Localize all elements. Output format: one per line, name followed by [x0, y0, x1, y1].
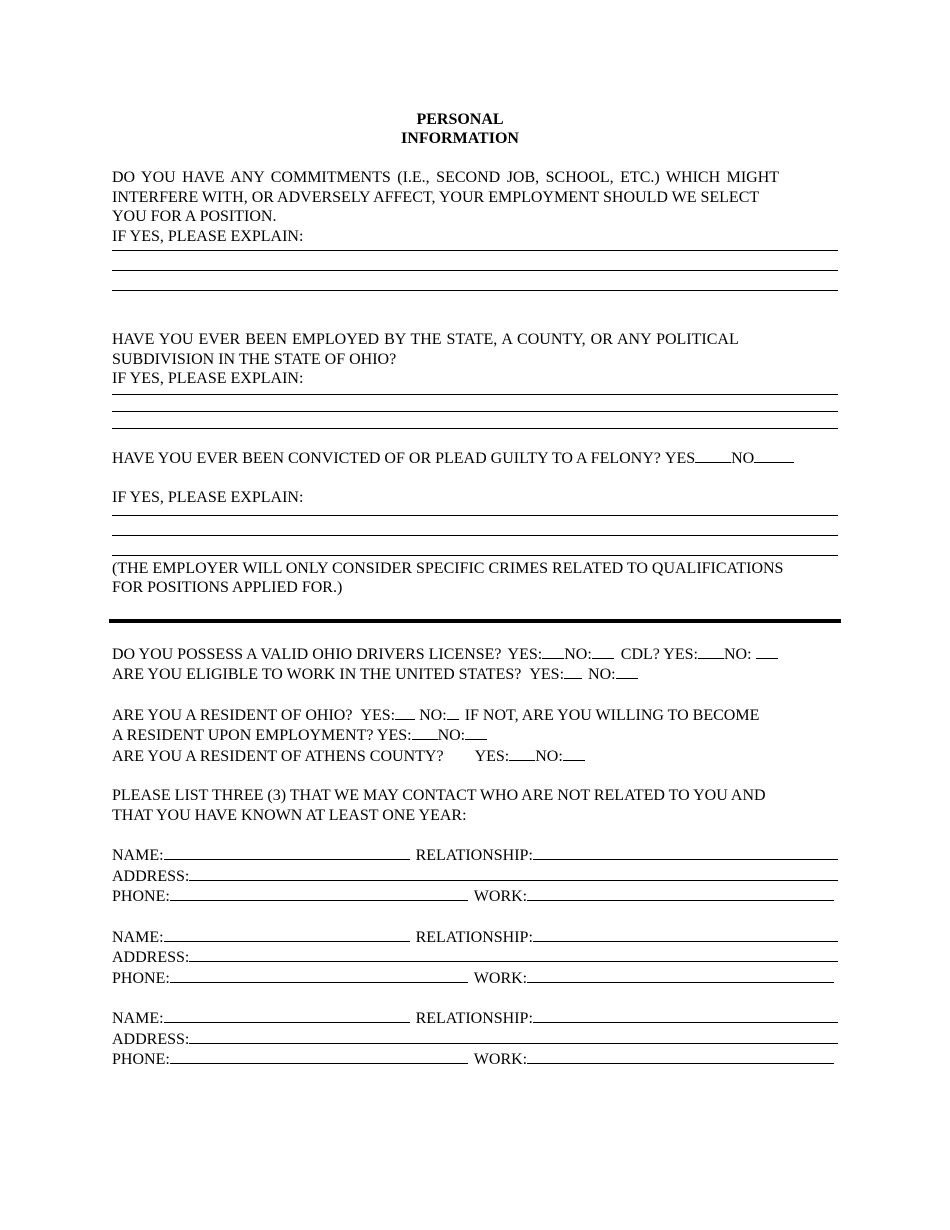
reference-3: [112, 1008, 838, 1070]
title-line-1: PERSONAL: [416, 111, 504, 128]
commitments-answer-line-1[interactable]: [112, 250, 838, 251]
felony-note-line-2: FOR POSITIONS APPLIED FOR.): [112, 579, 343, 596]
section-divider: [109, 619, 841, 623]
cdl-no-blank[interactable]: [756, 644, 778, 659]
state-employment-explain-label: IF YES, PLEASE EXPLAIN:: [112, 370, 304, 387]
commitments-answer-line-2[interactable]: [112, 270, 838, 271]
reference-2-name-row: [112, 927, 838, 948]
reference-3-work-label: WORK:: [473, 1051, 528, 1068]
felony-question: HAVE YOU EVER BEEN CONVICTED OF OR PLEAD GUILTY TO A FELONY?: [112, 449, 661, 467]
commitments-question-line-1: DO YOU HAVE ANY COMMITMENTS (I.E., SECOND JOB, SCHOOL, ETC.) WHICH MIGHT: [112, 169, 780, 186]
commitments-answer-line-3[interactable]: [112, 290, 838, 291]
reference-1-work-field[interactable]: [527, 886, 834, 901]
state-employment-answer-line-1[interactable]: [112, 394, 838, 395]
reference-1-address-row: [112, 866, 838, 887]
state-employment-question-line-2: SUBDIVISION IN THE STATE OF OHIO?: [112, 350, 397, 368]
eligible-no-blank[interactable]: [616, 664, 638, 679]
reference-3-work-field[interactable]: [527, 1049, 834, 1064]
reference-2: [112, 927, 838, 989]
resident-athens-row: [112, 746, 838, 767]
resident-ohio-question: ARE YOU A RESIDENT OF OHIO?: [112, 706, 353, 724]
resident-athens-no-blank[interactable]: [563, 746, 585, 761]
resident-athens-question: ARE YOU A RESIDENT OF ATHENS COUNTY?: [112, 747, 444, 765]
reference-3-phone-label: PHONE:: [112, 1051, 170, 1068]
resident-athens-yes-blank[interactable]: [509, 746, 535, 761]
eligible-question: ARE YOU ELIGIBLE TO WORK IN THE UNITED STATES?: [112, 666, 522, 683]
license-row: [112, 644, 838, 665]
license-yes-label: YES:: [507, 645, 543, 663]
state-employment-section: [112, 330, 838, 429]
commitments-explain-label: IF YES, PLEASE EXPLAIN:: [112, 227, 304, 245]
resident-ohio-no-blank[interactable]: [447, 705, 459, 720]
reference-1-relationship-label: RELATIONSHIP:: [415, 847, 533, 864]
page-title: [82, 110, 838, 148]
license-no-blank[interactable]: [592, 644, 614, 659]
reference-3-name-row: [112, 1008, 838, 1029]
reference-3-phone-field[interactable]: [170, 1049, 468, 1064]
commitments-question-line-3: YOU FOR A POSITION.: [112, 208, 277, 225]
reference-1-address-field[interactable]: [189, 866, 838, 881]
residency-section: [112, 705, 838, 767]
license-yes-blank[interactable]: [542, 644, 564, 659]
willing-question: IF NOT, ARE YOU WILLING TO BECOME: [464, 706, 760, 724]
willing-no-blank[interactable]: [465, 725, 487, 740]
resident-ohio-no-label: NO:: [419, 706, 447, 724]
eligible-no-label: NO:: [588, 666, 616, 683]
reference-3-name-field[interactable]: [164, 1008, 410, 1023]
reference-2-work-label: WORK:: [473, 969, 528, 987]
eligible-row: [112, 664, 838, 685]
reference-2-phone-row: [112, 968, 838, 989]
reference-2-address-label: ADDRESS:: [112, 949, 190, 966]
reference-1-address-label: ADDRESS:: [112, 867, 190, 885]
eligible-yes-blank[interactable]: [564, 664, 582, 679]
title-line-2: INFORMATION: [401, 130, 519, 147]
felony-question-row: [112, 448, 838, 469]
reference-1-phone-field[interactable]: [170, 886, 468, 901]
reference-2-phone-field[interactable]: [170, 968, 468, 983]
eligible-yes-label: YES:: [529, 666, 565, 683]
reference-3-address-row: [112, 1029, 838, 1050]
state-employment-answer-line-2[interactable]: [112, 411, 838, 412]
license-question: DO YOU POSSESS A VALID OHIO DRIVERS LICENSE?: [112, 645, 502, 663]
reference-3-relationship-label: RELATIONSHIP:: [415, 1010, 533, 1027]
reference-1-relationship-field[interactable]: [533, 845, 838, 860]
reference-2-work-field[interactable]: [527, 968, 834, 983]
cdl-yes-label: CDL? YES:: [620, 645, 698, 663]
reference-2-name-field[interactable]: [164, 927, 410, 942]
reference-2-relationship-label: RELATIONSHIP:: [415, 928, 533, 946]
felony-no-blank[interactable]: [754, 448, 794, 463]
reference-2-phone-label: PHONE:: [112, 969, 170, 987]
references-intro-line-1: PLEASE LIST THREE (3) THAT WE MAY CONTACT WHO ARE NOT RELATED TO YOU AND: [112, 787, 766, 804]
felony-yes-label: YES: [664, 449, 696, 467]
resident-ohio-yes-label: YES:: [360, 706, 396, 724]
license-section: [112, 644, 838, 685]
cdl-yes-blank[interactable]: [698, 644, 724, 659]
reference-3-relationship-field[interactable]: [533, 1008, 838, 1023]
reference-3-phone-row: [112, 1049, 838, 1070]
willing-no-label: NO:: [437, 727, 466, 744]
reference-3-name-label: NAME:: [112, 1010, 164, 1027]
reference-3-address-label: ADDRESS:: [112, 1030, 190, 1048]
felony-explain-label: IF YES, PLEASE EXPLAIN:: [112, 489, 304, 506]
willing-yes-label: A RESIDENT UPON EMPLOYMENT? YES:: [112, 727, 412, 744]
references-section: [112, 786, 838, 1070]
reference-1-work-label: WORK:: [473, 888, 528, 905]
resident-athens-no-label: NO:: [535, 747, 563, 765]
felony-no-label: NO: [731, 449, 755, 467]
reference-3-address-field[interactable]: [189, 1029, 838, 1044]
reference-1-name-row: [112, 845, 838, 866]
resident-athens-yes-label: YES:: [474, 747, 510, 765]
felony-section: [112, 448, 838, 598]
personal-information-form: [112, 110, 838, 1070]
felony-note-line-1: (THE EMPLOYER WILL ONLY CONSIDER SPECIFIC CRIMES RELATED TO QUALIFICATIONS: [112, 559, 784, 577]
reference-2-address-field[interactable]: [189, 947, 838, 962]
reference-2-address-row: [112, 947, 838, 968]
cdl-no-label: NO:: [723, 645, 752, 663]
state-employment-question-line-1: HAVE YOU EVER BEEN EMPLOYED BY THE STATE, A COUNTY, OR ANY POLITICAL: [112, 331, 739, 348]
resident-ohio-yes-blank[interactable]: [395, 705, 415, 720]
license-no-label: NO:: [564, 645, 592, 663]
commitments-section: [112, 168, 838, 291]
state-employment-answer-line-3[interactable]: [112, 428, 838, 429]
willing-row: [112, 725, 838, 746]
resident-ohio-row: [112, 705, 838, 726]
felony-answer-line-1[interactable]: [112, 515, 838, 516]
felony-answer-line-2[interactable]: [112, 535, 838, 536]
reference-2-relationship-field[interactable]: [533, 927, 838, 942]
willing-yes-blank[interactable]: [412, 725, 438, 740]
reference-1-phone-row: [112, 886, 838, 907]
references-intro-line-2: THAT YOU HAVE KNOWN AT LEAST ONE YEAR:: [112, 806, 467, 824]
reference-1-name-field[interactable]: [164, 845, 410, 860]
reference-1-name-label: NAME:: [112, 847, 164, 864]
reference-1-phone-label: PHONE:: [112, 888, 170, 905]
felony-yes-blank[interactable]: [695, 448, 731, 463]
felony-answer-line-3[interactable]: [112, 555, 838, 556]
commitments-question-line-2: INTERFERE WITH, OR ADVERSELY AFFECT, YOUR EMPLOYMENT SHOULD WE SELECT: [112, 188, 760, 206]
reference-2-name-label: NAME:: [112, 928, 164, 946]
reference-1: [112, 845, 838, 907]
